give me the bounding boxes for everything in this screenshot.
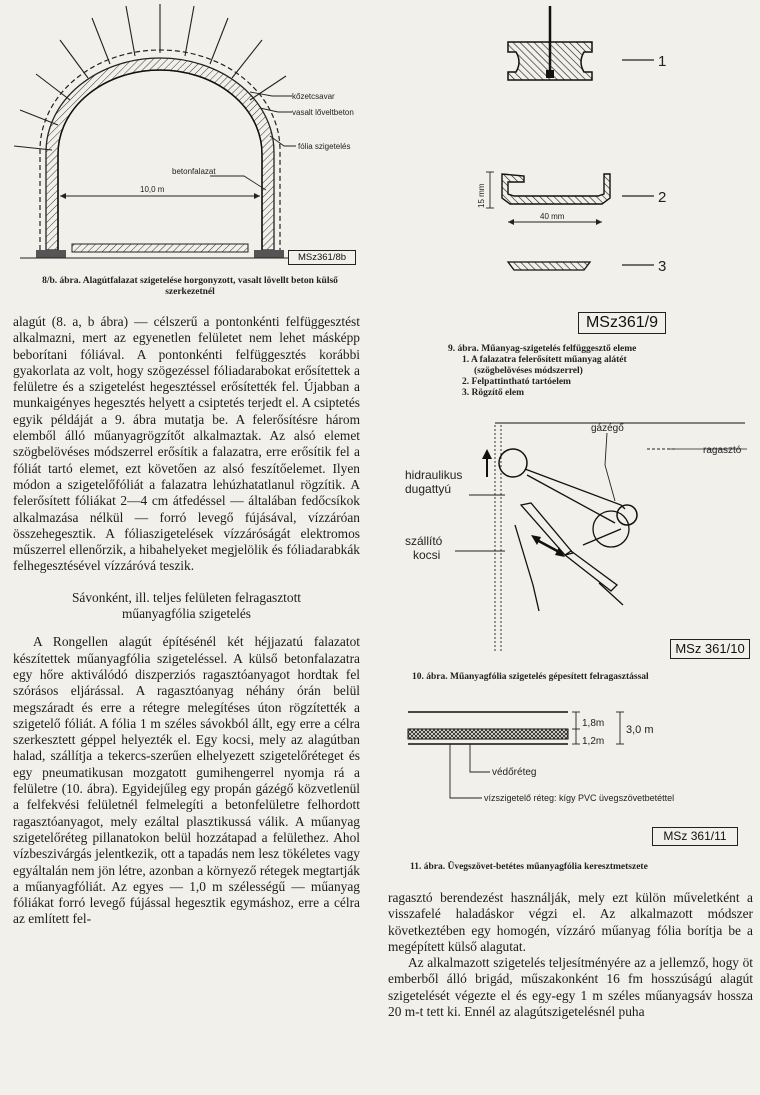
figure-code-8b: MSz361/8b — [288, 250, 356, 265]
label-vizszigetelo-reteg: vízszigetelő réteg: kígy PVC üvegszövetbetéttel — [484, 793, 675, 803]
dim-1-2m: 1,2m — [582, 736, 605, 747]
label-kozetcsavar: kőzetcsavar — [292, 92, 335, 101]
right-paragraph-1: ragasztó berendezést használják, mely ezt külön műveletként a visszafelé haladáskor végzi el. Az alkalmazott módszer következtében egy homogén, vízzáró műanyag fólia borítja be a megépített külső alagutat. — [388, 890, 753, 954]
caption-number: 9. ábra. — [448, 344, 479, 354]
caption-text: Műanyagfólia szigetelés gépesített felragasztással — [450, 672, 649, 682]
label-width-dimension: 10,0 m — [140, 185, 165, 194]
caption-number: 11. ábra. — [410, 862, 446, 872]
right-text-column — [388, 890, 753, 1020]
figure-caption-9 — [448, 344, 748, 399]
figure-9-fastener — [470, 0, 730, 295]
caption-title: Műanyag-szigetelés felfüggesztő eleme — [481, 344, 637, 354]
figure-caption-10 — [412, 672, 752, 683]
caption-item-2: 2. Felpattintható tartóelem — [462, 377, 571, 387]
figure-caption-8b — [30, 276, 350, 298]
right-paragraph-2: Az alkalmazott szigetelés teljesítményére az a jellemző, hogy öt emberből álló brigád, műszakonként 16 fm hosszúságú alagút szigetelését végezte el és egy-egy 1 m széles műanyagsáv hossza 20 m-t tett ki. Ennél az alagútszigetelésnél puha — [388, 955, 753, 1020]
figure-10-gluing-machine — [385, 405, 760, 660]
label-kocsi: kocsi — [413, 548, 441, 562]
label-hidraulikus: hidraulikus — [405, 468, 463, 482]
left-paragraph-2: A Rongellen alagút építésénél két héjjazatú falazatot készítettek műanyagfólia szigeteléssel. A külső betonfalazatra egy hőre aktiválódó diszperziós ragasztóanyagot hordtak fel szórásos eljárással. A ragasztóanyag néhány órán belül megszáradt és erre a rétegre melegítéses úton rögzítették a szigetelő fóliát. A fólia 1 m széles sávokból állt, egy erre a célra szerkesztett géppel helyezték el. Egy kocsi, mely az alagútban halad, szállítja a tekercs-szerűen elhelyezett szigetelőréteget és egy pneumatikusan mozgatott gumihengerrel nyomja rá a felületre (10. ábra). Egyidejűleg egy propán gázégő közvetlenül a felfekvési felületnél felmelegíti a betonfelületre felhordott ragasztóanyagot, mely ezáltal plasztikussá válik. A műanyag szigetelőréteg pillanatokon belül hozzátapad a felülethez. Ahol vízbeszivárgás jelentkezik, ott a tapadás nem lesz tökéletes vagy egyáltalán nem jön létre, azonban a környező rétegek megtartják a műanyagfóliát. Az egyes — 1,0 m szélességű — műanyag fóliákat forró levegő fújással hegesztik egymáshoz, erre a célra az említett fel- — [13, 634, 360, 927]
section-heading — [13, 590, 360, 623]
dim-1-8m: 1,8m — [582, 718, 605, 729]
figure-code-9: MSz361/9 — [578, 312, 666, 334]
dim-3-0m: 3,0 m — [626, 724, 654, 736]
caption-number: 10. ábra. — [412, 672, 448, 682]
figure-caption-11 — [410, 862, 755, 873]
figure-11-cross-section — [400, 700, 760, 830]
label-szallito: szállító — [405, 534, 443, 548]
caption-text: Üvegszövet-betétes műanyagfólia keresztmetszete — [447, 862, 648, 872]
caption-item-1: 1. A falazatra felerősített műanyag alátét — [462, 355, 627, 365]
label-vasalt-lovelt-beton: vasalt lőveltbeton — [292, 108, 354, 117]
caption-text: Alagútfalazat szigetelése horgonyzott, vasalt lövellt beton külső szerkezetnél — [82, 276, 338, 297]
caption-number: 8/b. ábra. — [42, 276, 81, 286]
label-ragaszto: ragasztó — [703, 445, 742, 456]
fig9-label-2: 2 — [658, 189, 667, 206]
label-vedoreteg: védőréteg — [492, 767, 537, 778]
fig9-dim-width: 40 mm — [540, 212, 565, 221]
label-dugattyu: dugattyú — [405, 482, 452, 496]
section-heading-line-2: műanyagfólia szigetelés — [121, 606, 252, 622]
fig9-label-3: 3 — [658, 258, 667, 275]
caption-item-3: 3. Rögzítő elem — [462, 388, 524, 398]
label-betonfalazat: betonfalazat — [172, 167, 216, 176]
label-folia-szigeteles: fólia szigetelés — [298, 142, 351, 151]
label-gazego: gázégő — [591, 423, 624, 434]
fig9-dim-height: 15 mm — [477, 183, 486, 208]
fig9-label-1: 1 — [658, 53, 667, 70]
left-paragraph-1: alagút (8. a, b ábra) — célszerű a pontonkénti felfüggesztést alkalmazni, mert az egyenetlen felületet nem lehet másképp beborítani fóliával. A pontonkénti felfüggesztés korábbi gyakorlata az volt, hogy szögezéssel fóliadarabokat erősítettek a felületre és a szigetelést hegesztéssel erősítették fel. Újabban a munkaigényes hegesztés helyett a csiptetés terjedt el. A csiptetés egyik példáját a 9. ábra mutatja be. A felerősítésre három elemből álló műanyagrögzítőt alkalmaztak. Az alsó elemet szögbelövéses módszerrel erősítik a falazatra, erre erősítik fel a fóliát tartó elemet, ezt követően az alsó feszítőelemet. Ilyen módon a szigetelőfóliát a falazatra lehúzhatatlanul rögzítik. A felerősített fóliákat 2—4 cm átfedéssel — általában fedőcsíkok alkalmazása nélkül — forró levegő fújásával, vízzáróan összehegesztik. A fóliaszigetelések vízzáróságát elektromos műszerrel ellenőrzik, a hibahelyeket megjelölik és fóliadarabkák felhegesztésével vízzáróvá teszik. — [13, 314, 360, 574]
figure-code-10: MSz 361/10 — [670, 639, 750, 659]
caption-item-1b: (szögbelövéses módszerrel) — [474, 366, 583, 376]
left-text-column — [13, 314, 360, 928]
figure-code-11: MSz 361/11 — [652, 827, 738, 846]
section-heading-line-1: Sávonként, ill. teljes felületen felragasztott — [71, 589, 302, 605]
